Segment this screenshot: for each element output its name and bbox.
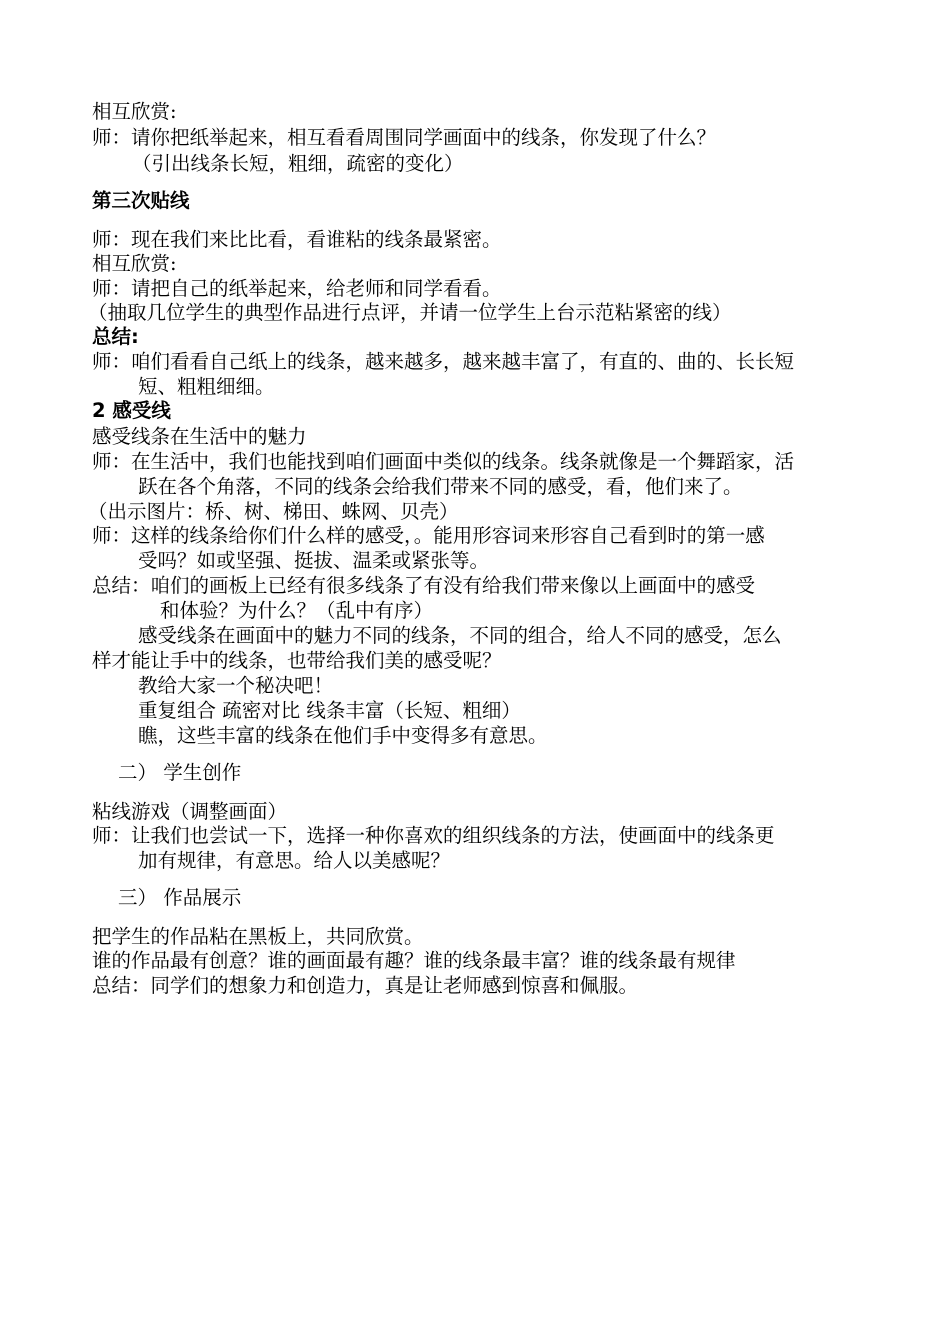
heading-third-paste: 第三次贴线 [92, 189, 190, 212]
line-teacher-prompt-1: 师：请你把纸举起来，相互看看周围同学画面中的线条，你发现了什么？ [92, 126, 717, 149]
label-summary-1: 总结: [92, 325, 139, 348]
heading-work-display: 三） 作品展示 [118, 886, 242, 909]
line-teacher-prompt-2: 师：现在我们来比比看，看谁粘的线条最紧密。 [92, 228, 502, 251]
heading-student-creation: 二） 学生创作 [118, 761, 242, 784]
line-teacher-prompt-6-cont: 加有规律，有意思。给人以美感呢？ [138, 849, 451, 872]
line-teacher-prompt-3: 师：请把自己的纸举起来，给老师和同学看看。 [92, 277, 502, 300]
line-note-3: （出示图片：桥、树、梯田、蛛网、贝壳） [88, 500, 459, 523]
line-look: 瞧，这些丰富的线条在他们手中变得多有意思。 [138, 724, 548, 747]
line-mutual-appreciation-2: 相互欣赏: [92, 252, 177, 275]
line-teacher-prompt-5: 师：这样的线条给你们什么样的感受，。能用形容词来形容自己看到时的第一感 [92, 524, 765, 547]
line-secret-methods: 重复组合 疏密对比 线条丰富（长短、粗细） [138, 699, 521, 722]
line-final-summary: 总结：同学们的想象力和创造力，真是让老师感到惊喜和佩服。 [92, 974, 639, 997]
line-paragraph-1-cont: 样才能让手中的线条，也带给我们美的感受呢？ [92, 649, 502, 672]
line-teacher-prompt-5-cont: 受吗？如或坚强、挺拔、温柔或紧张等。 [138, 549, 490, 572]
line-teacher-prompt-4: 师：在生活中，我们也能找到咱们画面中类似的线条。线条就像是一个舞蹈家，活 [92, 450, 795, 473]
line-summary-2-cont: 和体验？为什么？（乱中有序） [160, 599, 434, 622]
line-teacher-summary-1-cont: 短、粗粗细细。 [138, 375, 275, 398]
line-teacher-prompt-6: 师：让我们也尝试一下，选择一种你喜欢的组织线条的方法，使画面中的线条更 [92, 824, 775, 847]
line-display-questions: 谁的作品最有创意？谁的画面最有趣？谁的线条最丰富？谁的线条最有规律 [92, 949, 736, 972]
line-note-2: （抽取几位学生的典型作品进行点评，并请一位学生上台示范粘紧密的线） [88, 301, 732, 324]
line-display-1: 把学生的作品粘在黑板上，共同欣赏。 [92, 925, 424, 948]
line-summary-2: 总结：咱们的画板上已经有很多线条了有没有给我们带来像以上画面中的感受 [92, 574, 756, 597]
line-teacher-prompt-4-cont: 跃在各个角落，不同的线条会给我们带来不同的感受，看，他们来了。 [138, 475, 743, 498]
line-teacher-summary-1: 师：咱们看看自己纸上的线条，越来越多，越来越丰富了，有直的、曲的、长长短 [92, 350, 795, 373]
line-secret-intro: 教给大家一个秘决吧！ [138, 674, 334, 697]
line-mutual-appreciation-1: 相互欣赏: [92, 100, 177, 123]
line-paste-game: 粘线游戏（调整画面） [92, 800, 288, 823]
heading-feel-lines: 2 感受线 [92, 399, 171, 422]
line-paragraph-1: 感受线条在画面中的魅力不同的线条，不同的组合，给人不同的感受，怎么 [138, 624, 782, 647]
line-note-1: （引出线条长短，粗细，疏密的变化） [132, 152, 464, 175]
line-feel-subtitle: 感受线条在生活中的魅力 [92, 425, 307, 448]
